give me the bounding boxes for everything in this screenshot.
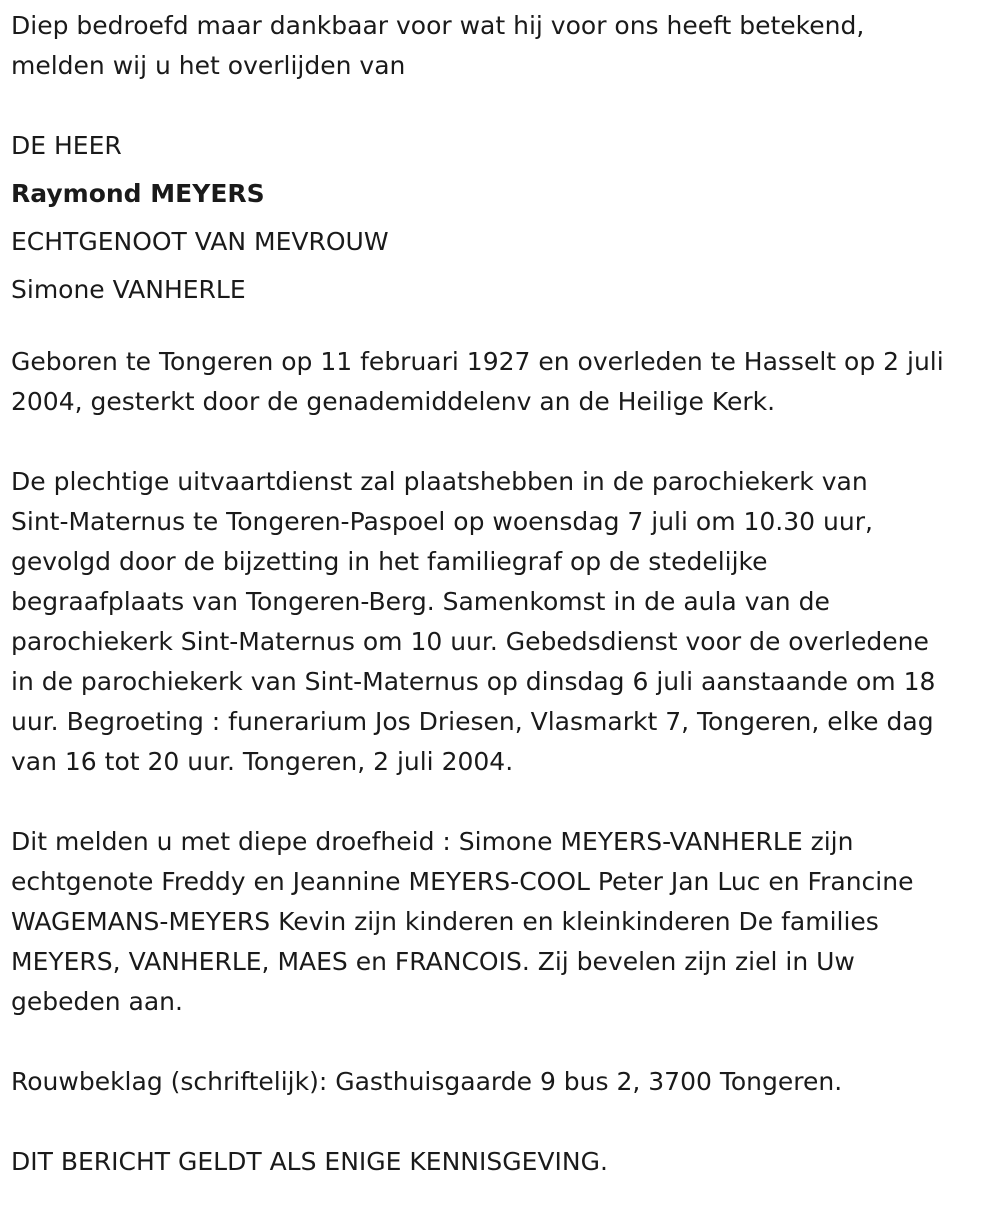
intro-line: Diep bedroefd maar dankbaar voor wat hij voor ons heeft betekend,	[11, 11, 865, 40]
condolences-address: Rouwbeklag (schriftelijk): Gasthuisgaarde 9 bus 2, 3700 Tongeren.	[11, 1067, 843, 1096]
birth-death-line: 2004, gesterkt door de genademiddelenv an de Heilige Kerk.	[11, 387, 776, 416]
funeral-line: uur. Begroeting : funerarium Jos Driesen, Vlasmarkt 7, Tongeren, elke dag	[11, 707, 934, 736]
funeral-line: parochiekerk Sint-Maternus om 10 uur. Gebedsdienst voor de overledene	[11, 627, 929, 656]
funeral-paragraph	[11, 462, 996, 782]
closing-paragraph	[11, 1142, 996, 1182]
intro-paragraph	[11, 6, 996, 86]
family-line: WAGEMANS-MEYERS Kevin zijn kinderen en kleinkinderen De families	[11, 907, 879, 936]
family-line: echtgenote Freddy en Jeannine MEYERS-COOL Peter Jan Luc en Francine	[11, 867, 914, 896]
family-line: MEYERS, VANHERLE, MAES en FRANCOIS. Zij bevelen zijn ziel in Uw	[11, 947, 855, 976]
funeral-line: begraafplaats van Tongeren-Berg. Samenkomst in de aula van de	[11, 587, 830, 616]
deceased-name: Raymond MEYERS	[11, 179, 265, 208]
deceased-title: DE HEER	[11, 131, 122, 160]
intro-line: melden wij u het overlijden van	[11, 51, 406, 80]
funeral-line: in de parochiekerk van Sint-Maternus op dinsdag 6 juli aanstaande om 18	[11, 667, 936, 696]
funeral-line: Sint-Maternus te Tongeren-Paspoel op woensdag 7 juli om 10.30 uur,	[11, 507, 873, 536]
deceased-relation: ECHTGENOOT VAN MEVROUW	[11, 227, 389, 256]
closing-notice: DIT BERICHT GELDT ALS ENIGE KENNISGEVING.	[11, 1147, 608, 1176]
condolences-paragraph	[11, 1062, 996, 1102]
birth-death-line: Geboren te Tongeren op 11 februari 1927 en overleden te Hasselt op 2 juli	[11, 347, 944, 376]
spouse-name: Simone VANHERLE	[11, 275, 246, 304]
family-line: gebeden aan.	[11, 987, 183, 1016]
funeral-line: De plechtige uitvaartdienst zal plaatshebben in de parochiekerk van	[11, 467, 868, 496]
funeral-line: gevolgd door de bijzetting in het familiegraf op de stedelijke	[11, 547, 768, 576]
birth-death-paragraph	[11, 342, 996, 422]
family-paragraph	[11, 822, 996, 1022]
family-line: Dit melden u met diepe droefheid : Simone MEYERS-VANHERLE zijn	[11, 827, 854, 856]
funeral-line: van 16 tot 20 uur. Tongeren, 2 juli 2004.	[11, 747, 514, 776]
death-notice	[11, 6, 996, 1222]
deceased-block	[11, 126, 996, 310]
